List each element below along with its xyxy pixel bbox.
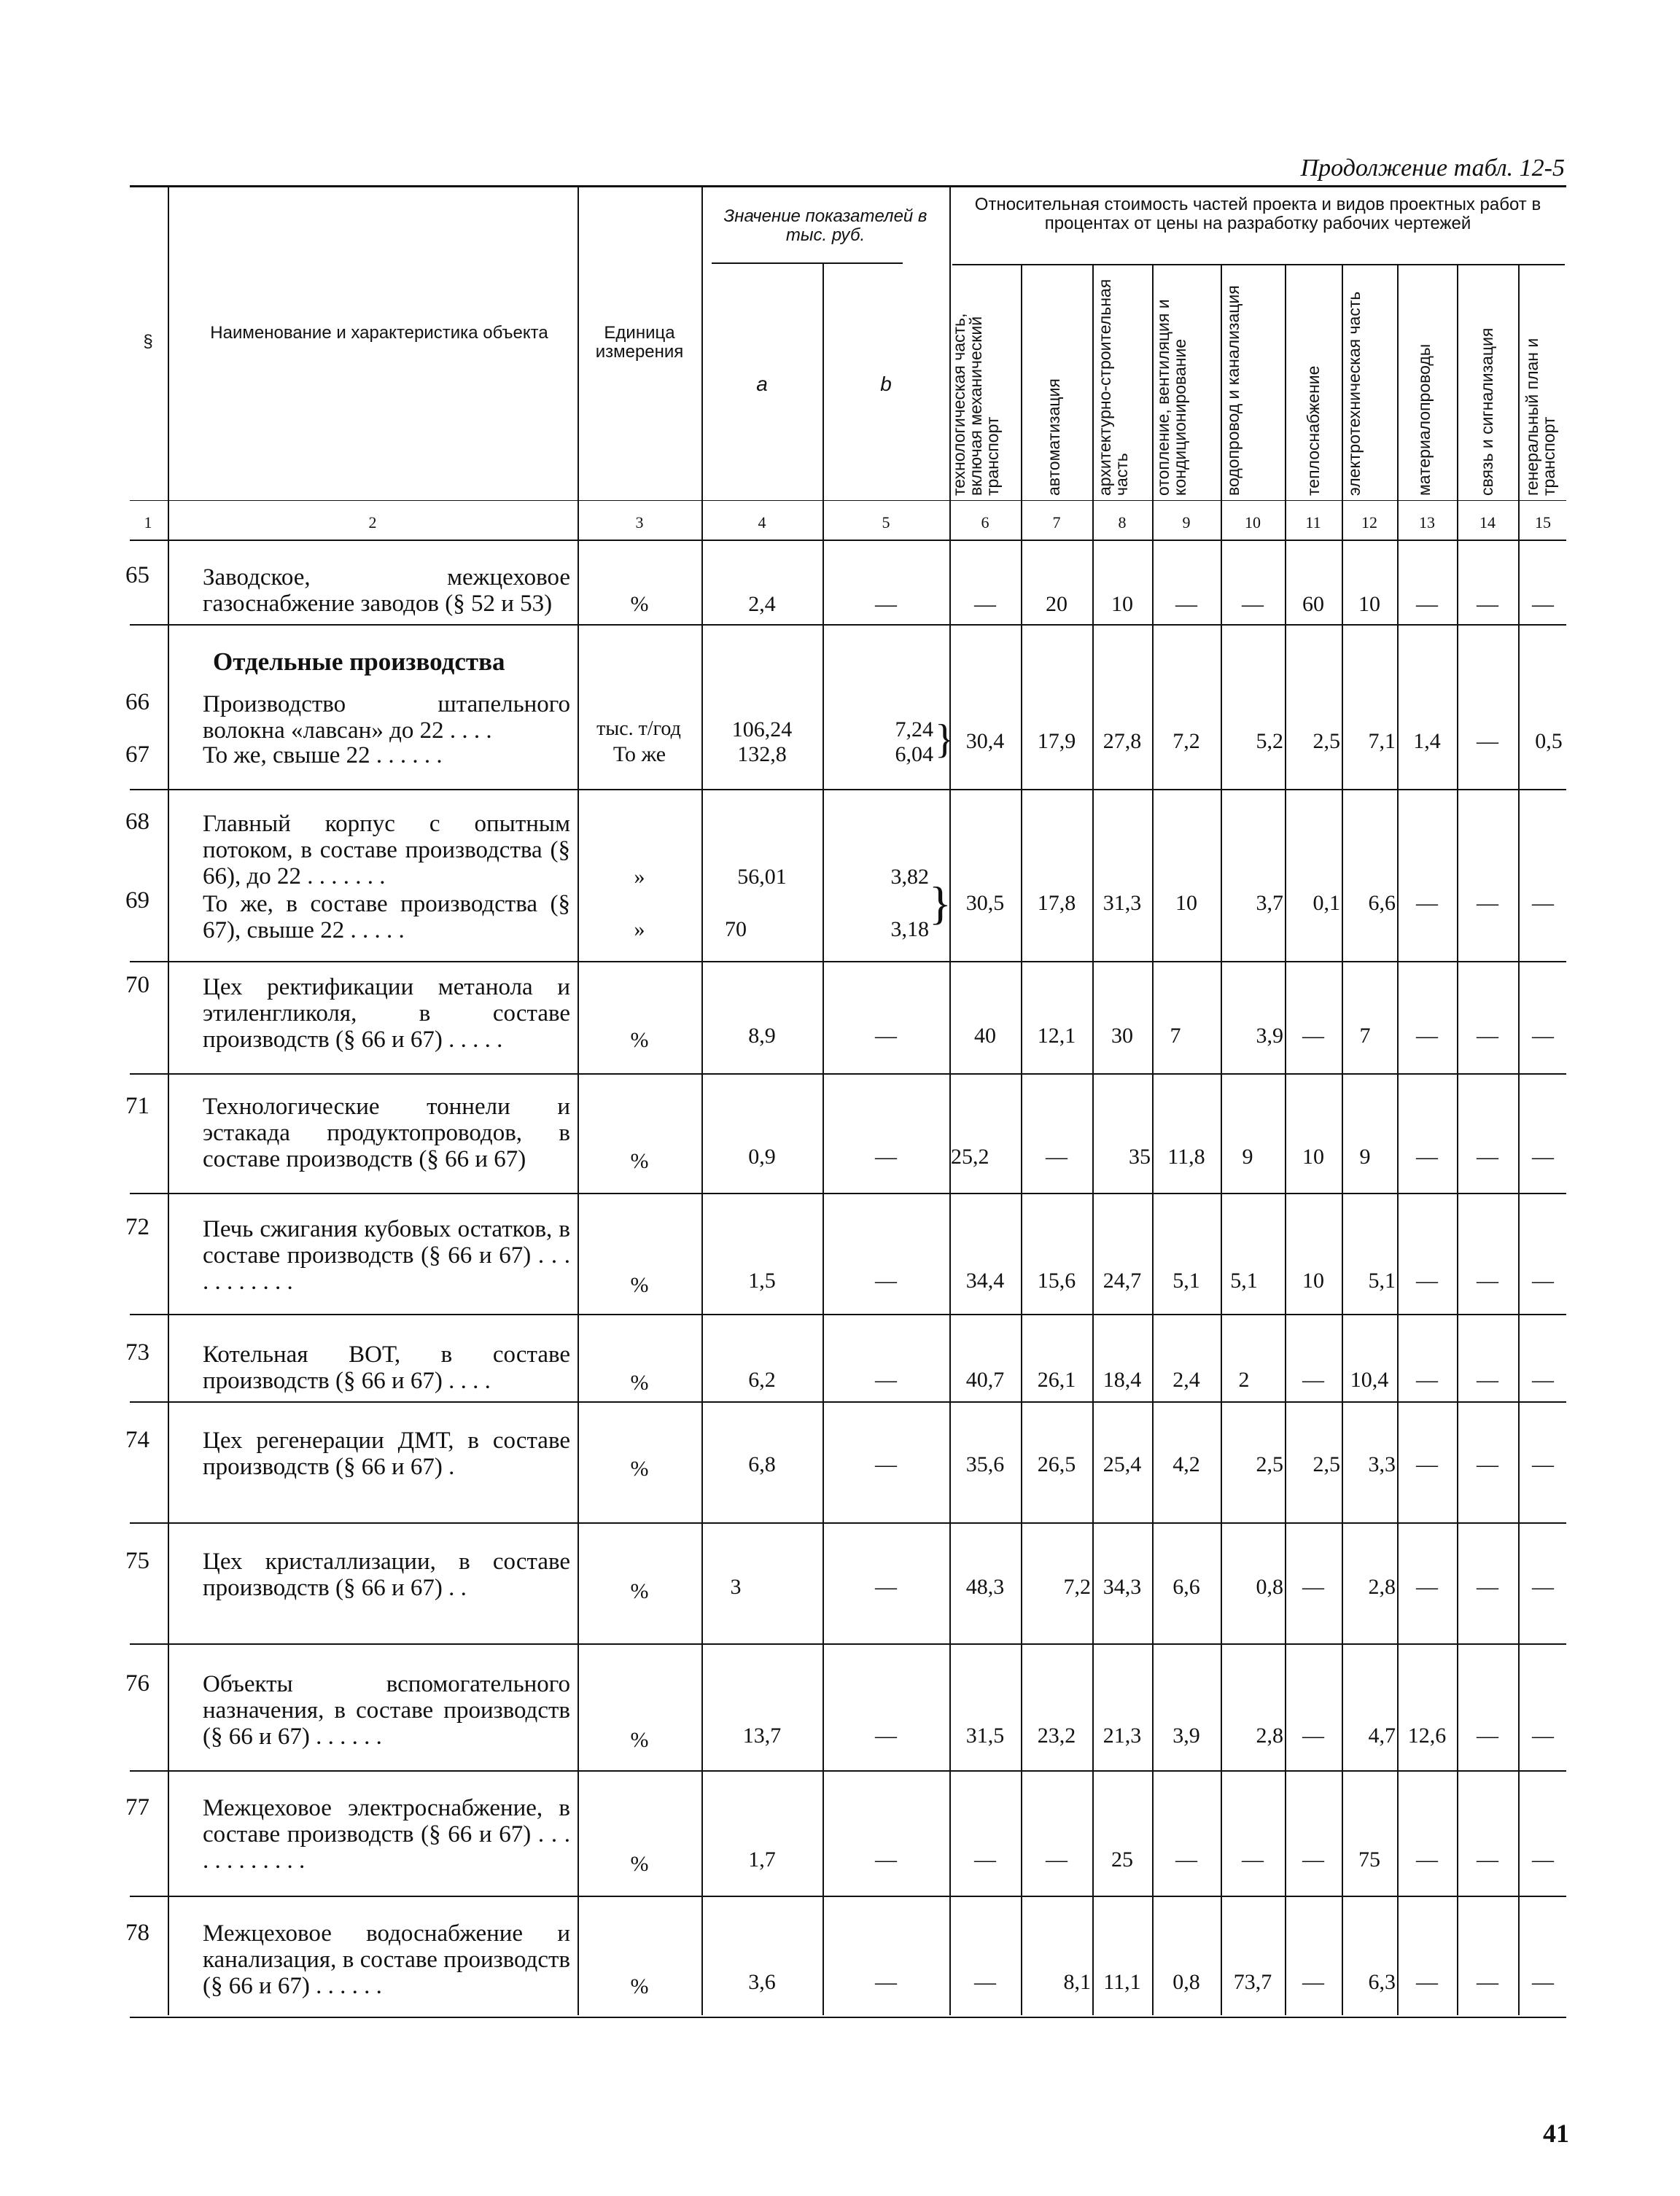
unit: % xyxy=(630,1149,649,1173)
rel-6: — xyxy=(974,592,996,616)
rel-13: — xyxy=(1416,1145,1438,1169)
rel-14: — xyxy=(1477,1847,1498,1872)
unit: % xyxy=(630,1273,649,1297)
row-rule xyxy=(130,1896,1566,1897)
value-a: 3 xyxy=(730,1575,742,1599)
rel-10: 5,1 xyxy=(1230,1269,1258,1293)
value-b: — xyxy=(875,1368,897,1392)
colnum-6: 6 xyxy=(981,513,989,532)
rel-6: 48,3 xyxy=(965,1575,1005,1599)
colnum-13: 13 xyxy=(1419,513,1435,532)
colnum-2: 2 xyxy=(368,513,377,532)
rel-12: 75 xyxy=(1358,1847,1380,1872)
brace-icon: } xyxy=(929,877,952,929)
header-divider xyxy=(822,264,824,540)
unit: » xyxy=(634,917,645,941)
rel-7: 20 xyxy=(1046,592,1068,616)
row-rule xyxy=(130,1643,1566,1645)
object-name: Главный корпус с опытным потоком, в составе производства (§ 66), до 22 . . . . . . . xyxy=(203,811,570,889)
rel-11: 10 xyxy=(1302,1145,1324,1169)
rel-12: 7,1 xyxy=(1368,729,1396,753)
row-number: 65 xyxy=(125,562,149,588)
value-a: 106,24 xyxy=(731,717,793,741)
row-rule xyxy=(130,789,1566,790)
rel-8: 24,7 xyxy=(1102,1269,1142,1293)
row-number: 75 xyxy=(125,1548,149,1574)
rel-7: 12,1 xyxy=(1037,1024,1076,1048)
rel-14: — xyxy=(1477,729,1498,753)
rel-9: 5,1 xyxy=(1172,1269,1200,1293)
subcol-14: связь и сигнализация xyxy=(1477,327,1496,496)
rel-13: — xyxy=(1416,1970,1438,1994)
rel-10: 5,2 xyxy=(1256,729,1283,753)
value-a: 0,9 xyxy=(748,1145,776,1169)
rel-15: — xyxy=(1532,1145,1554,1169)
header-divider xyxy=(168,187,169,540)
rel-11: — xyxy=(1302,1368,1324,1392)
unit: % xyxy=(630,1728,649,1752)
rel-15: — xyxy=(1532,891,1554,915)
subcol-10: водопровод и канализация xyxy=(1224,285,1242,496)
header-divider xyxy=(1285,264,1286,540)
header-values-group: Значение показателей в тыс. руб. xyxy=(723,206,928,245)
rel-6: 30,5 xyxy=(965,891,1005,915)
colnum-1: 1 xyxy=(144,513,152,532)
rel-6: 34,4 xyxy=(965,1269,1005,1293)
subcol-8: архитектурно-строительная часть xyxy=(1095,279,1131,496)
value-a: 13,7 xyxy=(742,1724,782,1748)
value-b: — xyxy=(875,592,897,616)
rel-11: — xyxy=(1302,1724,1324,1748)
rel-13: — xyxy=(1416,592,1438,616)
rel-6: 35,6 xyxy=(965,1452,1005,1476)
value-b: — xyxy=(875,1024,897,1048)
row-number: 73 xyxy=(125,1339,149,1366)
rel-6: 30,4 xyxy=(965,729,1005,753)
unit: тыс. т/год xyxy=(596,717,681,740)
row-number: 66 xyxy=(125,689,149,715)
rel-11: 0,1 xyxy=(1312,891,1340,915)
rel-7: 23,2 xyxy=(1037,1724,1076,1748)
rel-12: 3,3 xyxy=(1368,1452,1396,1476)
header-name: Наименование и характеристика объекта xyxy=(210,323,548,343)
rel-15: — xyxy=(1532,1269,1554,1293)
object-name: Технологические тоннели и эстакада продуктопроводов, в составе производств (§ 66 и 67) xyxy=(203,1094,570,1172)
value-b: — xyxy=(875,1269,897,1293)
rel-13: — xyxy=(1416,1368,1438,1392)
rel-7: 8,1 xyxy=(1063,1970,1091,1994)
colnum-4: 4 xyxy=(758,513,766,532)
row-rule xyxy=(130,1193,1566,1194)
header-divider xyxy=(578,187,579,540)
rel-11: — xyxy=(1302,1575,1324,1599)
rel-7: 26,5 xyxy=(1037,1452,1076,1476)
rel-12: 6,6 xyxy=(1368,891,1396,915)
colnum-14: 14 xyxy=(1479,513,1496,532)
rel-6: 31,5 xyxy=(965,1724,1005,1748)
rel-9: 4,2 xyxy=(1172,1452,1200,1476)
value-b: — xyxy=(875,1452,897,1476)
rel-11: 10 xyxy=(1302,1269,1324,1293)
rel-12: 2,8 xyxy=(1368,1575,1396,1599)
rel-8: 35 xyxy=(1129,1145,1151,1169)
rel-14: — xyxy=(1477,1575,1498,1599)
colnum-8: 8 xyxy=(1118,513,1127,532)
rel-8: 25 xyxy=(1111,1847,1133,1872)
value-a: 2,4 xyxy=(748,592,776,616)
subcol-11: теплоснабжение xyxy=(1304,365,1323,496)
unit: % xyxy=(630,1371,649,1395)
subcol-12: электротехническая часть xyxy=(1345,291,1364,496)
colnum-3: 3 xyxy=(635,513,644,532)
values-group-rule xyxy=(712,262,903,264)
unit: % xyxy=(630,592,649,616)
rel-12: 10,4 xyxy=(1350,1368,1389,1392)
rel-15: — xyxy=(1532,592,1554,616)
value-b: — xyxy=(875,1970,897,1994)
row-number: 71 xyxy=(125,1093,149,1119)
rel-9: 6,6 xyxy=(1172,1575,1200,1599)
rel-10: 2,5 xyxy=(1256,1452,1283,1476)
rel-14: — xyxy=(1477,1024,1498,1048)
object-name: Межцеховое электроснабжение, в составе производств (§ 66 и 67) . . . . . . . . . . . . xyxy=(203,1795,570,1874)
row-number: 72 xyxy=(125,1214,149,1240)
header-col-b: b xyxy=(880,373,892,395)
header-divider xyxy=(1342,264,1343,540)
header-divider xyxy=(1457,264,1458,540)
value-a: 3,6 xyxy=(748,1970,776,1994)
row-rule xyxy=(130,624,1566,626)
header-number-rule xyxy=(130,500,1566,501)
rel-group-rule xyxy=(952,264,1565,265)
rel-13: — xyxy=(1416,891,1438,915)
rel-8: 30 xyxy=(1111,1024,1133,1048)
rel-9: 3,9 xyxy=(1172,1724,1200,1748)
value-b: — xyxy=(875,1724,897,1748)
unit: То же xyxy=(612,742,666,766)
unit: % xyxy=(630,1974,649,1998)
value-a: 8,9 xyxy=(748,1024,776,1048)
rel-15: — xyxy=(1532,1368,1554,1392)
subcol-15: генеральный план и транспорт xyxy=(1522,338,1558,496)
rel-8: 10 xyxy=(1111,592,1133,616)
page-number: 41 xyxy=(1543,2119,1569,2148)
rel-8: 11,1 xyxy=(1103,1970,1141,1994)
rel-10: 2 xyxy=(1238,1368,1250,1392)
rel-10: 3,9 xyxy=(1256,1024,1283,1048)
rel-14: — xyxy=(1477,891,1498,915)
rel-7: 15,6 xyxy=(1037,1269,1076,1293)
rel-10: 3,7 xyxy=(1256,891,1283,915)
rel-7: — xyxy=(1046,1847,1068,1872)
subcol-6: технологическая часть, включая механический транспорт xyxy=(949,313,1002,496)
rel-15: — xyxy=(1532,1452,1554,1476)
value-b: — xyxy=(875,1575,897,1599)
rel-13: — xyxy=(1416,1452,1438,1476)
rel-7: 17,9 xyxy=(1037,729,1076,753)
rel-7: 26,1 xyxy=(1037,1368,1076,1392)
colnum-11: 11 xyxy=(1305,513,1321,532)
rel-10: — xyxy=(1242,1847,1264,1872)
header-divider xyxy=(1021,264,1022,540)
rel-12: 9 xyxy=(1359,1145,1371,1169)
rel-13: — xyxy=(1416,1269,1438,1293)
rel-13: — xyxy=(1416,1575,1438,1599)
header-rel-group: Относительная стоимость частей проекта и видов проектных работ в процентах от цены на разработку рабочих чертежей xyxy=(974,195,1541,233)
rel-10: — xyxy=(1242,592,1264,616)
rel-15: — xyxy=(1532,1024,1554,1048)
row-rule xyxy=(130,1522,1566,1524)
header-divider xyxy=(1397,264,1399,540)
value-a: 1,7 xyxy=(748,1847,776,1872)
rel-13: 12,6 xyxy=(1407,1724,1447,1748)
header-divider xyxy=(1092,264,1094,540)
unit: » xyxy=(634,865,645,889)
row-number: 70 xyxy=(125,972,149,998)
row-rule xyxy=(130,961,1566,962)
value-b: — xyxy=(875,1145,897,1169)
rel-11: 2,5 xyxy=(1312,729,1340,753)
rel-6: — xyxy=(974,1970,996,1994)
rel-12: 4,7 xyxy=(1368,1724,1396,1748)
rel-9: 0,8 xyxy=(1172,1970,1200,1994)
object-name: Цех ректификации метанола и этиленгликоля, в составе производств (§ 66 и 67) . . . . . xyxy=(203,974,570,1053)
object-name: То же, свыше 22 . . . . . . xyxy=(203,742,443,768)
rel-9: — xyxy=(1175,592,1197,616)
rel-13: 1,4 xyxy=(1413,729,1441,753)
row-number: 78 xyxy=(125,1920,149,1946)
row-number: 76 xyxy=(125,1670,149,1697)
value-a: 56,01 xyxy=(737,865,787,889)
rel-10: 9 xyxy=(1242,1145,1253,1169)
value-b: 6,04 xyxy=(895,742,933,766)
rel-11: 60 xyxy=(1302,592,1324,616)
rel-7: — xyxy=(1046,1145,1068,1169)
rel-15: — xyxy=(1532,1970,1554,1994)
rel-7: 7,2 xyxy=(1063,1575,1091,1599)
rel-12: 6,3 xyxy=(1368,1970,1396,1994)
object-name: Цех регенерации ДМТ, в составе производств (§ 66 и 67) . xyxy=(203,1428,570,1480)
rel-7: 17,8 xyxy=(1037,891,1076,915)
rel-9: 10 xyxy=(1175,891,1197,915)
colnum-10: 10 xyxy=(1245,513,1261,532)
value-a: 6,2 xyxy=(748,1368,776,1392)
value-b: 7,24 xyxy=(895,717,933,741)
rel-15: 0,5 xyxy=(1535,729,1563,753)
value-a: 6,8 xyxy=(748,1452,776,1476)
value-b: 3,18 xyxy=(890,917,929,941)
object-name: То же, в составе производства (§ 67), свыше 22 . . . . . xyxy=(203,891,570,943)
object-name: Производство штапельного волокна «лавсан» до 22 . . . . xyxy=(203,691,570,744)
header-unit: Единица измерения xyxy=(595,323,684,362)
rel-15: — xyxy=(1532,1724,1554,1748)
rel-14: — xyxy=(1477,1724,1498,1748)
object-name: Котельная ВОТ, в составе производств (§ 66 и 67) . . . . xyxy=(203,1342,570,1394)
rel-14: — xyxy=(1477,1452,1498,1476)
section-title: Отдельные производства xyxy=(213,647,505,676)
rel-11: — xyxy=(1302,1024,1324,1048)
header-top-rule xyxy=(130,185,1566,187)
row-number: 68 xyxy=(125,809,149,835)
rel-6: 25,2 xyxy=(951,1145,989,1169)
rel-10: 0,8 xyxy=(1256,1575,1283,1599)
row-number: 67 xyxy=(125,741,149,768)
object-name: Заводское, межцеховое газоснабжение заводов (§ 52 и 53) xyxy=(203,564,570,617)
row-rule xyxy=(130,1073,1566,1075)
rel-12: 5,1 xyxy=(1368,1269,1396,1293)
rel-9: — xyxy=(1175,1847,1197,1872)
rel-11: 2,5 xyxy=(1312,1452,1340,1476)
rel-8: 25,4 xyxy=(1102,1452,1142,1476)
row-rule xyxy=(130,1401,1566,1403)
object-name: Объекты вспомогательного назначения, в составе производств (§ 66 и 67) . . . . . . xyxy=(203,1671,570,1750)
rel-13: — xyxy=(1416,1024,1438,1048)
row-rule xyxy=(130,2017,1566,2018)
rel-14: — xyxy=(1477,1970,1498,1994)
header-divider xyxy=(1518,264,1520,540)
object-name: Межцеховое водоснабжение и канализация, в составе производств (§ 66 и 67) . . . . . . xyxy=(203,1920,570,1999)
rel-6: 40,7 xyxy=(965,1368,1005,1392)
unit: % xyxy=(630,1457,649,1481)
rel-12: 7 xyxy=(1359,1024,1371,1048)
rel-15: — xyxy=(1532,1847,1554,1872)
header-sect: § xyxy=(143,332,153,351)
rel-15: — xyxy=(1532,1575,1554,1599)
rel-9: 7,2 xyxy=(1172,729,1200,753)
header-col-a: a xyxy=(756,373,768,395)
colnum-12: 12 xyxy=(1361,513,1377,532)
rel-8: 18,4 xyxy=(1102,1368,1142,1392)
rel-9: 7 xyxy=(1170,1024,1181,1048)
header-divider xyxy=(1221,264,1222,540)
table-caption: Продолжение табл. 12-5 xyxy=(1300,155,1565,182)
rel-14: — xyxy=(1477,1269,1498,1293)
rel-12: 10 xyxy=(1358,592,1380,616)
rel-10: 73,7 xyxy=(1233,1970,1272,1994)
rel-14: — xyxy=(1477,1368,1498,1392)
subcol-9: отопление, вентиляция и кондиционирование xyxy=(1154,299,1189,496)
rel-8: 27,8 xyxy=(1102,729,1142,753)
rel-8: 31,3 xyxy=(1102,891,1142,915)
value-a: 70 xyxy=(725,917,747,941)
rel-9: 2,4 xyxy=(1172,1368,1200,1392)
row-number: 74 xyxy=(125,1427,149,1453)
object-name: Цех кристаллизации, в составе производств (§ 66 и 67) . . xyxy=(203,1549,570,1601)
rel-10: 2,8 xyxy=(1256,1724,1283,1748)
value-a: 1,5 xyxy=(748,1269,776,1293)
value-b: 3,82 xyxy=(890,865,929,889)
body-divider xyxy=(168,541,169,2015)
unit: % xyxy=(630,1579,649,1603)
subcol-13: материалопроводы xyxy=(1415,343,1434,496)
colnum-5: 5 xyxy=(882,513,890,532)
colnum-7: 7 xyxy=(1052,513,1061,532)
rel-6: — xyxy=(974,1847,996,1872)
rel-9: 11,8 xyxy=(1167,1145,1205,1169)
unit: % xyxy=(630,1028,649,1052)
row-number: 69 xyxy=(125,887,149,914)
unit: % xyxy=(630,1852,649,1876)
row-rule xyxy=(130,1770,1566,1772)
value-b: — xyxy=(875,1847,897,1872)
colnum-15: 15 xyxy=(1535,513,1551,532)
rel-8: 34,3 xyxy=(1102,1575,1142,1599)
rel-8: 21,3 xyxy=(1102,1724,1142,1748)
rel-6: 40 xyxy=(974,1024,996,1048)
subcol-7: автоматизация xyxy=(1044,378,1063,496)
value-a: 132,8 xyxy=(737,742,787,766)
brace-icon: } xyxy=(935,717,954,762)
rel-14: — xyxy=(1477,1145,1498,1169)
header-bottom-rule xyxy=(130,540,1566,541)
row-number: 77 xyxy=(125,1794,149,1821)
rel-14: — xyxy=(1477,592,1498,616)
rel-11: — xyxy=(1302,1847,1324,1872)
row-rule xyxy=(130,1314,1566,1315)
rel-13: — xyxy=(1416,1847,1438,1872)
rel-11: — xyxy=(1302,1970,1324,1994)
colnum-9: 9 xyxy=(1182,513,1191,532)
object-name: Печь сжигания кубовых остатков, в составе производств (§ 66 и 67) . . . . . . . . . . . xyxy=(203,1216,570,1295)
